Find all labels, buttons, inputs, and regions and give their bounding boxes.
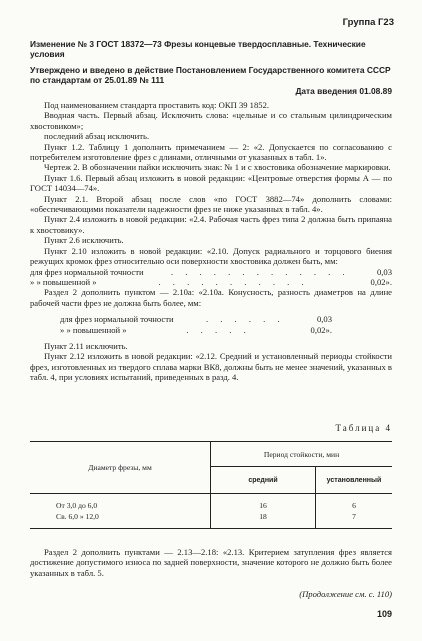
value-number: 0,03 — [376, 266, 392, 277]
tool-life-table — [30, 441, 392, 529]
paragraph: Вводная часть. Первый абзац. Исключить слова: «цельные и со стальным цилиндрическим хвостовиком»; — [30, 110, 392, 131]
approval-text: Утверждено и введено в действие Постановлением Государственного комитета СССР по стандартам от 25.01.89 № 111 — [30, 64, 391, 85]
value-number: 0,02». — [310, 324, 332, 335]
cell-average: 16 — [211, 494, 316, 512]
paragraph: Пункт 1.2. Таблицу 1 дополнить примечанием — 2: «2. Допускается по согласованию с потребителем изготовление фрез с длинами, отличными от указанных в табл. 1». — [30, 141, 392, 163]
value-label: » » повышенной » — [60, 324, 127, 335]
paragraph: Пункт 2.12 изложить в новой редакции: «2.12. Средний и установленный периоды стойкости фрез, изготовленных из твердого сплава марки ВК8, должны быть не менее значений, указанных в табл. 4, при условиях испытаний, приведенных в разд. 4. — [30, 351, 392, 383]
paragraph: последний абзац исключить. — [44, 131, 150, 142]
amendment-title: Изменение № 3 ГОСТ 18372—73 Фрезы концевые твердосплавные. Технические условия — [30, 39, 366, 60]
value-number: 0,03 — [316, 314, 332, 325]
paragraph: Под наименованием стандарта проставить код: ОКП 39 1852. — [44, 100, 270, 110]
value-line: для фрез нормальной точности . . . . . . . . . . . . . 0,03 — [30, 266, 392, 277]
group-code: Группа Г23 — [342, 17, 394, 28]
value-label: для фрез нормальной точности — [30, 266, 144, 277]
paragraph: Раздел 2 дополнить пунктом — 2.10а: «2.10а. Конусность, разность диаметров на длине рабочей части фрез не должна быть более, мм: — [30, 287, 392, 308]
paragraph: Пункт 2.10 изложить в новой редакции: «2.10. Допуск радиального и торцового биения режущих кромок фрез относительно оси поверхности хвостовика должен быть, мм: — [30, 245, 392, 267]
paragraph: Пункт 2.1. Второй абзац после слов «по ГОСТ 3882—74» дополнить словами: «обеспечивающими показатели надежности фрез не ниже указанных в табл. 4». — [30, 193, 392, 215]
value-line: » » повышенной » . . . . . . . . . . . 0,02». — [30, 276, 392, 287]
continuation-note: (Продолжение см. с. 110) — [299, 589, 392, 599]
paragraph: Пункт 2.6 исключить. — [44, 235, 124, 246]
value-line: » » повышенной » . . . . . 0,02». — [60, 324, 332, 335]
amendment-continued — [30, 547, 392, 578]
table-row — [30, 494, 392, 512]
header-diameter: Диаметр фрезы, мм — [30, 442, 211, 494]
value-number: 0,02». — [370, 276, 392, 287]
paragraph: Пункт 2.4 изложить в новой редакции: «2.4. Рабочая часть фрез типа 2 должна быть припаяна к хвостовику». — [30, 214, 392, 235]
paragraph: Чертеж 2. В обозначении пайки исключить знак: № 1 и с хвостовика обозначение маркировки. — [44, 162, 391, 173]
value-line: для фрез нормальной точности . . . . . . 0,03 — [60, 314, 332, 325]
paragraph: Пункт 1.6. Первый абзац изложить в новой редакции: «Центровые отверстия формы А — по ГОСТ 14034—74». — [30, 172, 392, 194]
header-average: средний — [211, 467, 316, 494]
table-row — [30, 511, 392, 529]
effective-date: Дата введения 01.08.89 — [295, 86, 392, 97]
cell-set: 6 — [352, 501, 356, 510]
page-number: 109 — [376, 609, 392, 619]
value-label: » » повышенной » — [30, 276, 97, 287]
cell-diameter: Св. 6,0 » 12,0 — [30, 511, 211, 529]
table-title: Таблица 4 — [335, 423, 392, 433]
paragraph: Пункт 2.11 исключить. — [44, 340, 128, 351]
amendment-header — [30, 39, 392, 96]
cell-diameter: От 3,0 до 6,0 — [30, 494, 211, 512]
header-period: Период стойкости, мин — [211, 442, 393, 467]
paragraph: Раздел 2 дополнить пунктами — 2.13—2.18: «2.13. Критерием затупления фрез является достижение допустимого износа по задней поверхности, значение которого не должно быть более указанных в табл. 5. — [30, 547, 392, 578]
cell-average: 18 — [211, 511, 316, 529]
cell-set: 7 — [316, 511, 393, 529]
amendment-body — [30, 100, 392, 383]
value-label: для фрез нормальной точности — [60, 314, 174, 325]
header-set: установленный — [316, 467, 393, 494]
